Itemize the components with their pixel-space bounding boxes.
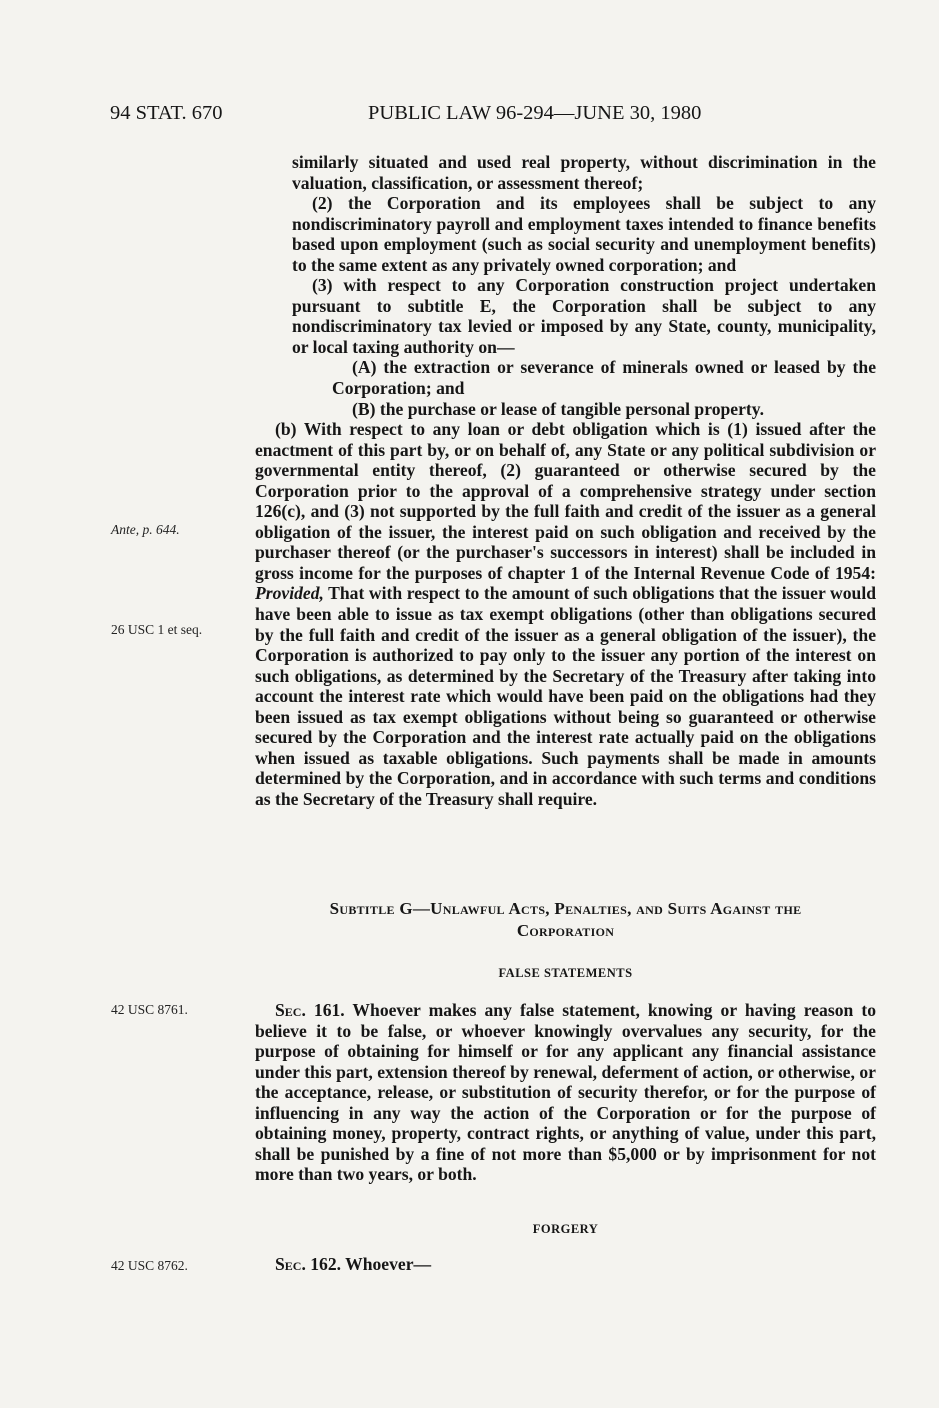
subtitle-g-heading — [255, 898, 876, 942]
false-statements-heading: FALSE STATEMENTS — [498, 966, 633, 980]
margin-note-42-usc-8762: 42 USC 8762. — [111, 1258, 188, 1273]
paragraph-b-part1: (b) With respect to any loan or debt obligation which is (1) issued after the enactment of this part by, or on behalf of, any State or any political subdivision or governmental entity thereof, (2) guaranteed or otherwise secured by the Corporation prior to the approval of a comprehensive strategy under section 126(c), and (3) not supported by the full faith and credit of the issuer as a general obligation of the issuer, the interest paid on such obligation and received by the purchaser thereof (or the purchaser's successors in interest) shall be included in gross income for the purposes of chapter 1 of the Internal Revenue Code of 1954: — [255, 419, 876, 583]
body-text-section — [255, 152, 876, 810]
provided-italic: Provided, — [255, 583, 324, 604]
page-stat-number: 94 STAT. 670 — [110, 102, 223, 124]
paragraph-A: (A) the extraction or severance of minerals owned or leased by the Corporation; and — [332, 357, 876, 399]
paragraph-continuation: similarly situated and used real property, without discrimination in the valuation, classification, or assessment thereof; — [292, 152, 876, 193]
section-162-paragraph — [255, 1254, 876, 1275]
section-162-label: Sec. 162. — [275, 1254, 342, 1274]
section-161-paragraph — [255, 1000, 876, 1185]
section-161-label: Sec. 161. — [275, 1000, 345, 1020]
paragraph-b-part2: That with respect to the amount of such obligations that the issuer would have been able to issue as tax exempt obligations (other than obligations secured by the full faith and credit of the issuer as a general obligation of the issuer), the Corporation is authorized to pay only to the issuer any portion of the interest on such obligations, as determined by the Secretary of the Treasury after taking into account the interest rate which would have been paid on the obligations had they been issued as tax exempt obligations without being so guaranteed or otherwise secured by the Corporation and the interest rate actually paid on the obligations when issued as taxable obligations. Such payments shall be made in amounts determined by the Corporation, and in accordance with such terms and conditions as the Secretary of the Treasury shall require. — [255, 583, 876, 809]
paragraph-B: (B) the purchase or lease of tangible personal property. — [352, 398, 764, 419]
page-running-title: PUBLIC LAW 96-294—JUNE 30, 1980 — [368, 102, 702, 124]
margin-note-ante-text: Ante, p. 644. — [111, 522, 180, 537]
section-162-text: Whoever— — [341, 1254, 432, 1274]
section-162 — [255, 1254, 876, 1275]
paragraph-b — [255, 419, 876, 809]
margin-note-42-usc-8761: 42 USC 8761. — [111, 1002, 188, 1017]
section-161-text: Whoever makes any false statement, knowing or having reason to believe it to be false, or whoever knowingly overvalues any security, for the purpose of obtaining for himself or for any applicant any financial assistance under this part, extension thereof by renewal, deferment of action, or otherwise, or the acceptance, release, or substitution of security therefor, or for the purpose of influencing in any way the action of the Corporation or for the purpose of obtaining money, property, contract rights, or anything of value, under this part, shall be punished by a fine of not more than $5,000 or by imprisonment for not more than two years, or both. — [255, 1000, 876, 1185]
margin-note-ante — [111, 522, 180, 538]
subtitle-g-line1: Subtitle G—Unlawful Acts, Penalties, and Suits Against the — [329, 899, 802, 918]
section-161 — [255, 1000, 876, 1185]
paragraph-2: (2) the Corporation and its employees shall be subject to any nondiscriminatory payroll and employment taxes intended to finance benefits based upon employment (such as social security and unemployment benefits) to the same extent as any privately owned corporation; and — [292, 193, 876, 275]
subtitle-g-line2: Corporation — [516, 921, 615, 940]
paragraph-3: (3) with respect to any Corporation construction project undertaken pursuant to subtitle E, the Corporation shall be subject to any nondiscriminatory tax levied or imposed by any State, county, municipality, or local taxing authority on— — [292, 275, 876, 357]
margin-note-26-usc: 26 USC 1 et seq. — [111, 622, 203, 637]
forgery-heading: FORGERY — [532, 1222, 599, 1236]
